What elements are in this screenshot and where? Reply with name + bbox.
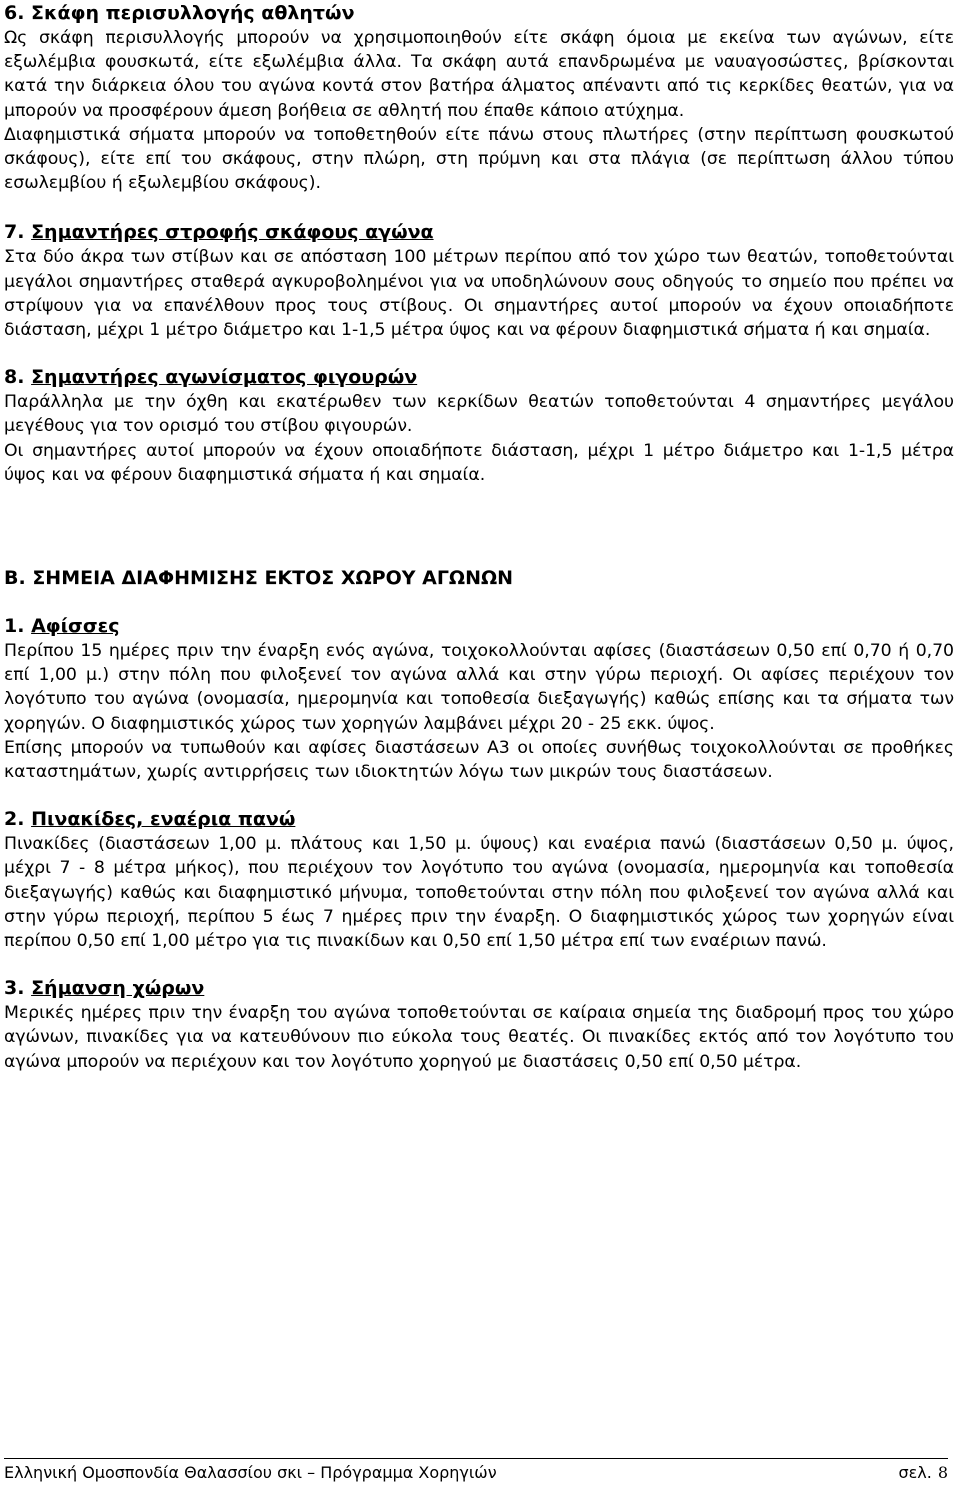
- b2-heading: 2. Πινακίδες, εναέρια πανώ: [4, 808, 296, 831]
- section-6-paragraph-2: Διαφημιστικά σήματα μπορούν να τοποθετηθούν είτε πάνω στους πλωτήρες (στην περίπτωση φουσκωτού σκάφους), είτε επί του σκάφους, στην πλώρη, στη πρύμνη και στα πλάγια (σε περίπτωση άλλου τύπου εσωλεμβίου ή εξωλεμβίου σκάφους).: [4, 124, 954, 194]
- b2-paragraph-1: Πινακίδες (διαστάσεων 1,00 μ. πλάτους και 1,50 μ. ύψους) και εναέρια πανώ (διαστάσεων 0,50 μ. ύψος, μέχρι 7 - 8 μέτρα μήκος), που περιέχουν τον λογότυπο του αγώνα (ονομασία, ημερομηνία και τοποθεσία διεξαγωγής) καθώς και διαφημιστικό μήνυμα, τοποθετούνται στην πόλη που φιλοξενεί τον αγώνα αλλά και στην γύρω περιοχή, περίπου 5 έως 7 ημέρες πριν την έναρξη. Ο διαφημιστικός χώρος των χορηγών είναι περίπου 0,50 επί 1,00 μέτρο για τις πινακίδων και 0,50 επί 1,50 μέτρα επί των εναέριων πανώ.: [4, 834, 954, 952]
- part-b-heading: Β. ΣΗΜΕΙΑ ΔΙΑΦΗΜΙΣΗΣ ΕΚΤΟΣ ΧΩΡΟΥ ΑΓΩΝΩΝ: [4, 567, 514, 590]
- section-8-heading: 8. Σημαντήρες αγωνίσματος φιγουρών: [4, 366, 418, 389]
- b1-paragraph-1: Περίπου 15 ημέρες πριν την έναρξη ενός αγώνα, τοιχοκολλούνται αφίσες (διαστάσεων 0,50 επί 0,70 ή 0,70 επί 1,00 μ.) στην πόλη που φιλοξενεί τον αγώνα αλλά και στην γύρω περιοχή. Οι αφίσες περιέχουν τον λογότυπο του αγώνα (ονομασία, ημερομηνία και τοποθεσία διεξαγωγής) καθώς επίσης και τα σήματα των χορηγών. Ο διαφημιστικός χώρος των χορηγών λαμβάνει μέχρι 20 - 25 εκκ. ύψος.: [4, 641, 954, 734]
- b3-paragraph-1: Μερικές ημέρες πριν την έναρξη του αγώνα τοποθετούνται σε καίραια σημεία της διαδρομή προς του χώρο αγώνων, πινακίδες για να κατευθύνουν πιο εύκολα τους θεατές. Οι πινακίδες εκτός από τον λογότυπο του αγώνα μπορούν να περιέχουν και τον λογότυπο χορηγού με διαστάσεις 0,50 επί 0,50 μέτρα.: [4, 1003, 954, 1072]
- page-number: σελ. 8: [898, 1463, 948, 1482]
- spacer: [4, 591, 954, 613]
- spacer: [4, 784, 954, 806]
- section-6-paragraph-1: Ως σκάφη περισυλλογής μπορούν να χρησιμοποιηθούν είτε σκάφη όμοια με εκείνα των αγώνων, είτε εξωλέμβια φουσκωτά, είτε εξωλέμβια άλλα. Τα σκάφη αυτά επανδρωμένα με ναυαγοσώστες, βρίσκονται κατά την διάρκεια όλου του αγώνα κοντά στον βατήρα άλματος απέναντι από τις κερκίδες θεατών, για να μπορούν να προσφέρουν άμεση βοήθεια σε αθλητή που έπαθε κάποιο ατύχημα.: [4, 28, 954, 121]
- spacer: [4, 342, 954, 364]
- section-7-paragraph-1: Στα δύο άκρα των στίβων και σε απόσταση 100 μέτρων περίπου από τον χώρο των θεατών, τοποθετούνται μεγάλοι σημαντήρες σταθερά αγκυροβολημένοι για να υποδηλώνουν σους οδηγούς το σημείο που πρέπει να στρίψουν για να επανέλθουν προς τους στίβους. Οι σημαντήρες αυτοί μπορούν να έχουν οποιαδήποτε διάσταση, μέχρι 1 μέτρο διάμετρο και 1-1,5 μέτρα ύψος και να φέρουν διαφημιστικά σήματα ή και σημαία.: [4, 247, 954, 341]
- section-7-heading: 7. Σημαντήρες στροφής σκάφους αγώνα: [4, 221, 434, 244]
- b3-heading: 3. Σήμανση χώρων: [4, 977, 205, 1000]
- section-8-paragraph-1: Παράλληλα με την όχθη και εκατέρωθεν των κερκίδων θεατών τοποθετούνται 4 σημαντήρες μεγάλου μεγέθους για τον ορισμό του στίβου φιγουρών.: [4, 392, 954, 437]
- b1-heading: 1. Αφίσσες: [4, 615, 120, 638]
- document-page: [4, 0, 954, 1074]
- spacer: [4, 487, 954, 565]
- spacer: [4, 953, 954, 975]
- b1-paragraph-2: Επίσης μπορούν να τυπωθούν και αφίσες διαστάσεων Α3 οι οποίες συνήθως τοιχοκολλούνται σε προθήκες καταστημάτων, χωρίς αντιρρήσεις των ιδιοκτητών λόγω των μικρών τους διαστάσεων.: [4, 737, 954, 783]
- section-8-paragraph-2: Οι σημαντήρες αυτοί μπορούν να έχουν οποιαδήποτε διάσταση, μέχρι 1 μέτρο διάμετρο και 1-1,5 μέτρα ύψος και να φέρουν διαφημιστικά σήματα ή και σημαία.: [4, 440, 954, 485]
- footer-title: Ελληνική Ομοσπονδία Θαλασσίου σκι – Πρόγραμμα Χορηγιών: [4, 1463, 497, 1482]
- section-6-heading: 6. Σκάφη περισυλλογής αθλητών: [4, 2, 355, 24]
- spacer: [4, 195, 954, 219]
- page-footer: [4, 1458, 948, 1483]
